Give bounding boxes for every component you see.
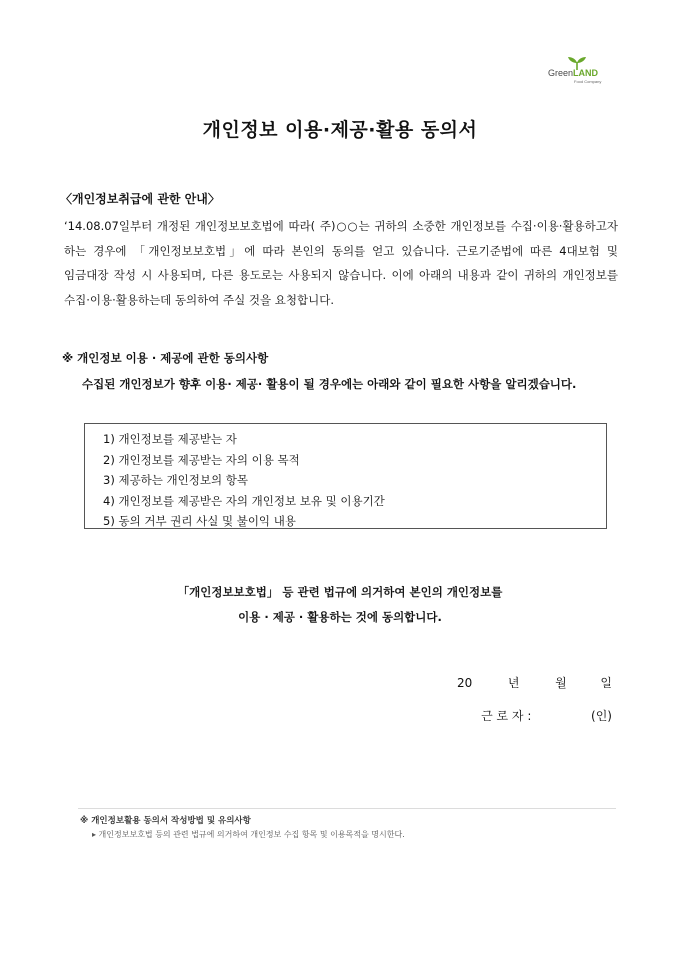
consent-items-box [84, 423, 607, 529]
document-title: 개인정보 이용·제공·활용 동의서 [202, 119, 478, 141]
agreement-line-2: 이용 · 제공 · 활용하는 것에 동의합니다. [238, 610, 442, 624]
agreement-line-1: 「개인정보보호법」 등 관련 법규에 의거하여 본인의 개인정보를 [177, 585, 503, 599]
signature-line [481, 707, 612, 724]
consent-intro: 수집된 개인정보가 향후 이용· 제공· 활용이 될 경우에는 아래와 같이 필요한 사항을 알리겠습니다. [82, 377, 577, 391]
consent-item: 3) 제공하는 개인정보의 항목 [103, 473, 248, 488]
consent-item: 1) 개인정보를 제공받는 자 [103, 432, 237, 446]
footer-divider [78, 808, 616, 809]
logo-wordmark: GreenLAND [548, 68, 599, 78]
date-year-label: 년 [507, 676, 520, 690]
date-month-label: 월 [555, 676, 567, 690]
seal-label: (인) [591, 709, 612, 723]
logo-tagline: Food Company [574, 79, 602, 84]
notice-body: ‘14.08.07일부터 개정된 개인정보보호법에 따라( 주)○○는 귀하의 소중한 개인정보를 수집·이용·활용하고자 하는 경우에 「개인정보보호법」에 따라 본인의 동의를 얻고 있습니다. 근로기준법에 따른 4대보험 및 임금대장 작성 시 사용되며, 다른 용도로는 사용되지 않습니다. 이에 아래의 내용과 같이 귀하의 개인정보를 수집·이용·활용하는데 동의하여 주실 것을 요청합니다. [64, 219, 618, 307]
consent-item: 2) 개인정보를 제공받는 자의 이용 목적 [103, 452, 300, 467]
date-year-prefix: 20 [456, 676, 473, 690]
agreement-statement [0, 580, 680, 630]
consent-heading: ※ 개인정보 이용 · 제공에 관한 동의사항 [62, 351, 269, 365]
consent-item: 5) 동의 거부 권리 사실 및 불이익 내용 [103, 514, 296, 529]
date-line [457, 674, 612, 691]
footer-heading: ※ 개인정보활용 동의서 작성방법 및 유의사항 [80, 816, 251, 826]
greenland-logo [548, 56, 606, 86]
notice-heading: 〈개인정보취급에 관한 안내〉 [60, 192, 220, 206]
footer-note: ▸ 개인정보보호법 등의 관련 법규에 의거하여 개인정보 수집 항목 및 이용목적을 명시한다. [92, 830, 405, 839]
consent-item: 4) 개인정보를 제공받은 자의 개인정보 보유 및 이용기간 [103, 493, 385, 508]
date-day-label: 일 [600, 676, 612, 690]
worker-label: 근 로 자 : [481, 709, 532, 723]
